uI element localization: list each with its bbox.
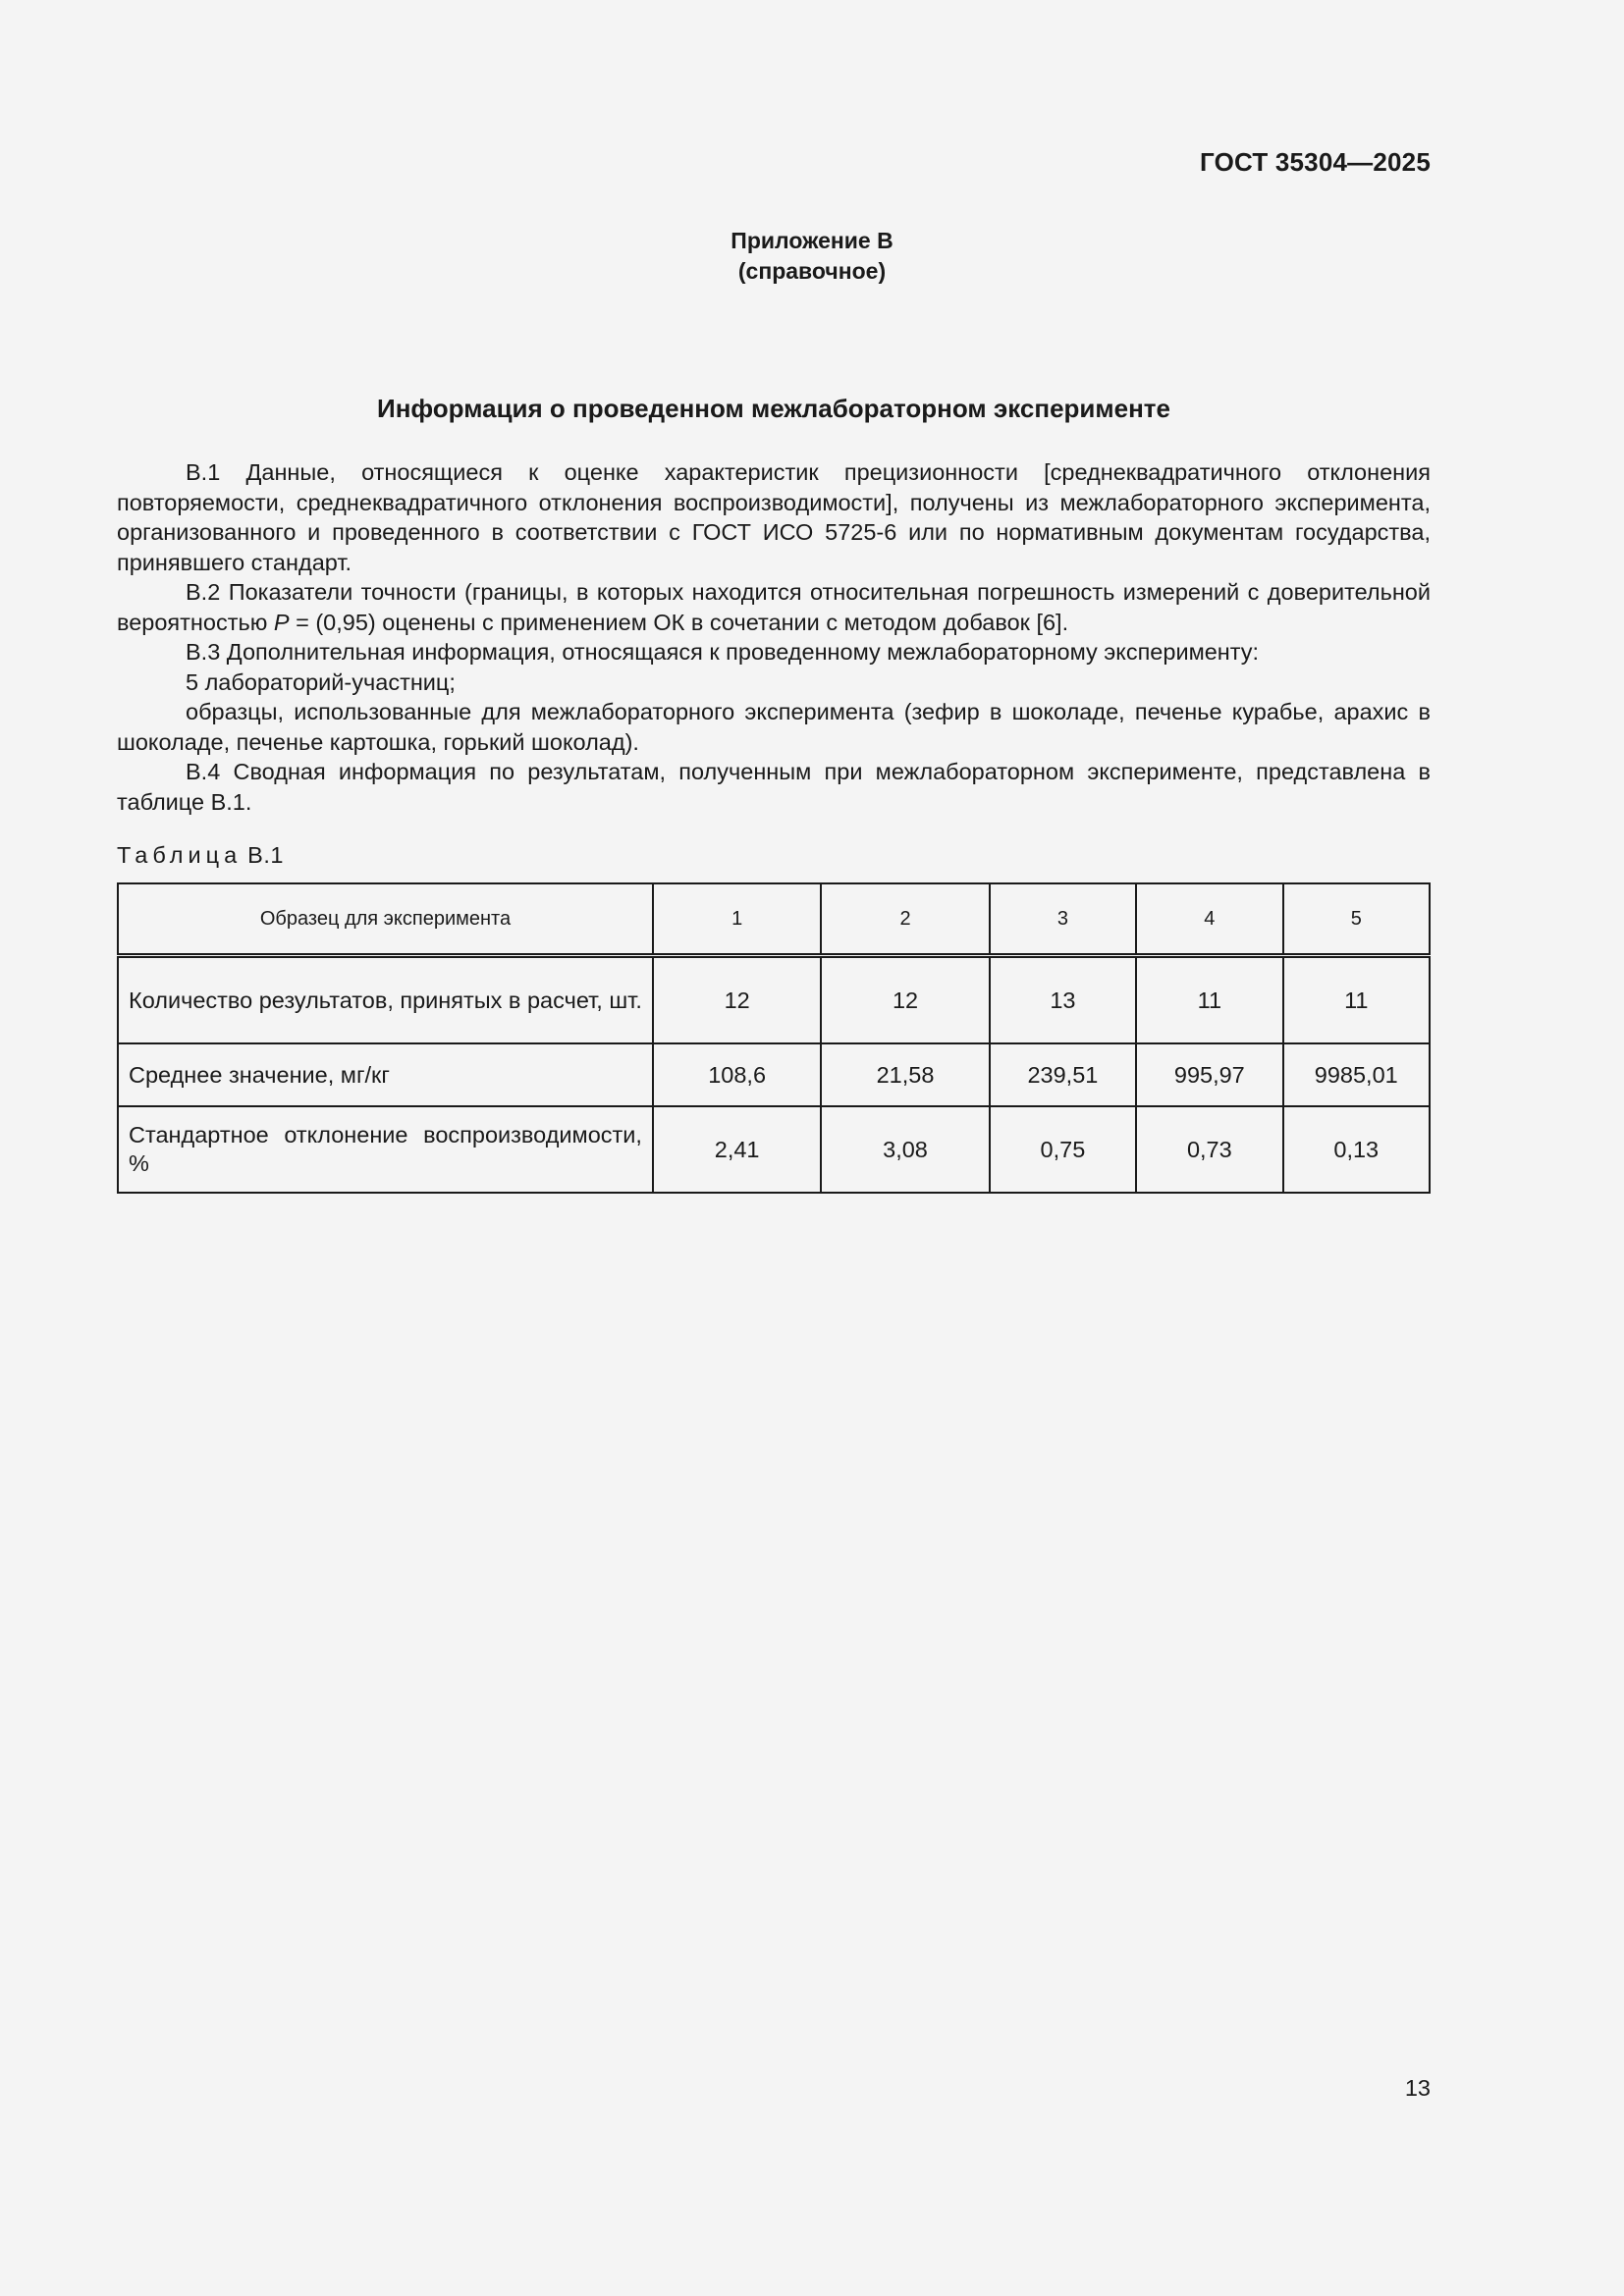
table-header-row	[118, 883, 1430, 956]
row-label-mean-value: Среднее значение, мг/кг	[118, 1043, 653, 1106]
table-cell: 108,6	[653, 1043, 821, 1106]
paragraph-b2-end: = (0,95) оценены с применением ОК в сочетании с методом добавок [6].	[289, 609, 1069, 635]
table-row	[118, 1106, 1430, 1193]
table-cell: 0,75	[990, 1106, 1136, 1193]
table-caption-number: В.1	[247, 842, 284, 868]
paragraph-b1: В.1 Данные, относящиеся к оценке характеристик прецизионности [среднеквадратичного отклонения повторяемости, среднеквадратичного отклонения воспроизводимости], получены из межлабораторного эксперимента, организованного и проведенного в соответствии с ГОСТ ИСО 5725-6 или по нормативным документам государства, принявшего стандарт.	[117, 459, 1431, 575]
table-caption	[117, 842, 284, 869]
paragraph-b4: В.4 Сводная информация по результатам, полученным при межлабораторном эксперименте, представлена в таблице В.1.	[117, 759, 1431, 815]
header-cell-sample: Образец для эксперимента	[118, 883, 653, 956]
table-row	[118, 956, 1430, 1044]
paragraph-b3-samples: образцы, использованные для межлабораторного эксперимента (зефир в шоколаде, печенье курабье, арахис в шоколаде, печенье картошка, горький шоколад).	[117, 699, 1431, 755]
table-caption-word: Таблица	[117, 842, 243, 868]
header-cell-4: 4	[1136, 883, 1282, 956]
appendix-heading	[0, 226, 1624, 287]
paragraph-b2-start: В.2 Показатели точности (границы, в которых находится относительная погрешность измерений с доверительной вероятностью	[117, 579, 1431, 635]
table-row	[118, 1043, 1430, 1106]
paragraph-b3: В.3 Дополнительная информация, относящаяся к проведенному межлабораторному эксперименту:	[186, 639, 1260, 665]
table-cell: 12	[821, 956, 989, 1044]
section-title: Информация о проведенном межлабораторном эксперименте	[377, 394, 1170, 423]
table-cell: 995,97	[1136, 1043, 1282, 1106]
document-code: ГОСТ 35304—2025	[1200, 147, 1431, 177]
appendix-title: Приложение В	[731, 228, 893, 253]
row-label-reproducibility-sd: Стандартное отклонение воспроизводимости, %	[118, 1106, 653, 1193]
table-cell: 11	[1283, 956, 1430, 1044]
probability-variable: Р	[273, 609, 290, 635]
table-cell: 3,08	[821, 1106, 989, 1193]
header-cell-3: 3	[990, 883, 1136, 956]
results-table	[117, 882, 1431, 1194]
paragraph-b2	[117, 577, 1431, 637]
page-number: 13	[1404, 2075, 1431, 2101]
body-text	[117, 457, 1431, 817]
row-label-results-count: Количество результатов, принятых в расчет, шт.	[118, 956, 653, 1044]
table-cell: 239,51	[990, 1043, 1136, 1106]
table-cell: 12	[653, 956, 821, 1044]
table-cell: 0,73	[1136, 1106, 1282, 1193]
header-cell-1: 1	[653, 883, 821, 956]
header-cell-5: 5	[1283, 883, 1430, 956]
table-cell: 21,58	[821, 1043, 989, 1106]
table-cell: 2,41	[653, 1106, 821, 1193]
table-cell: 11	[1136, 956, 1282, 1044]
table-cell: 0,13	[1283, 1106, 1430, 1193]
header-cell-2: 2	[821, 883, 989, 956]
appendix-status: (справочное)	[737, 258, 887, 284]
table-cell: 13	[990, 956, 1136, 1044]
paragraph-b3-labs: 5 лабораторий-участниц;	[186, 668, 456, 695]
table-cell: 9985,01	[1283, 1043, 1430, 1106]
